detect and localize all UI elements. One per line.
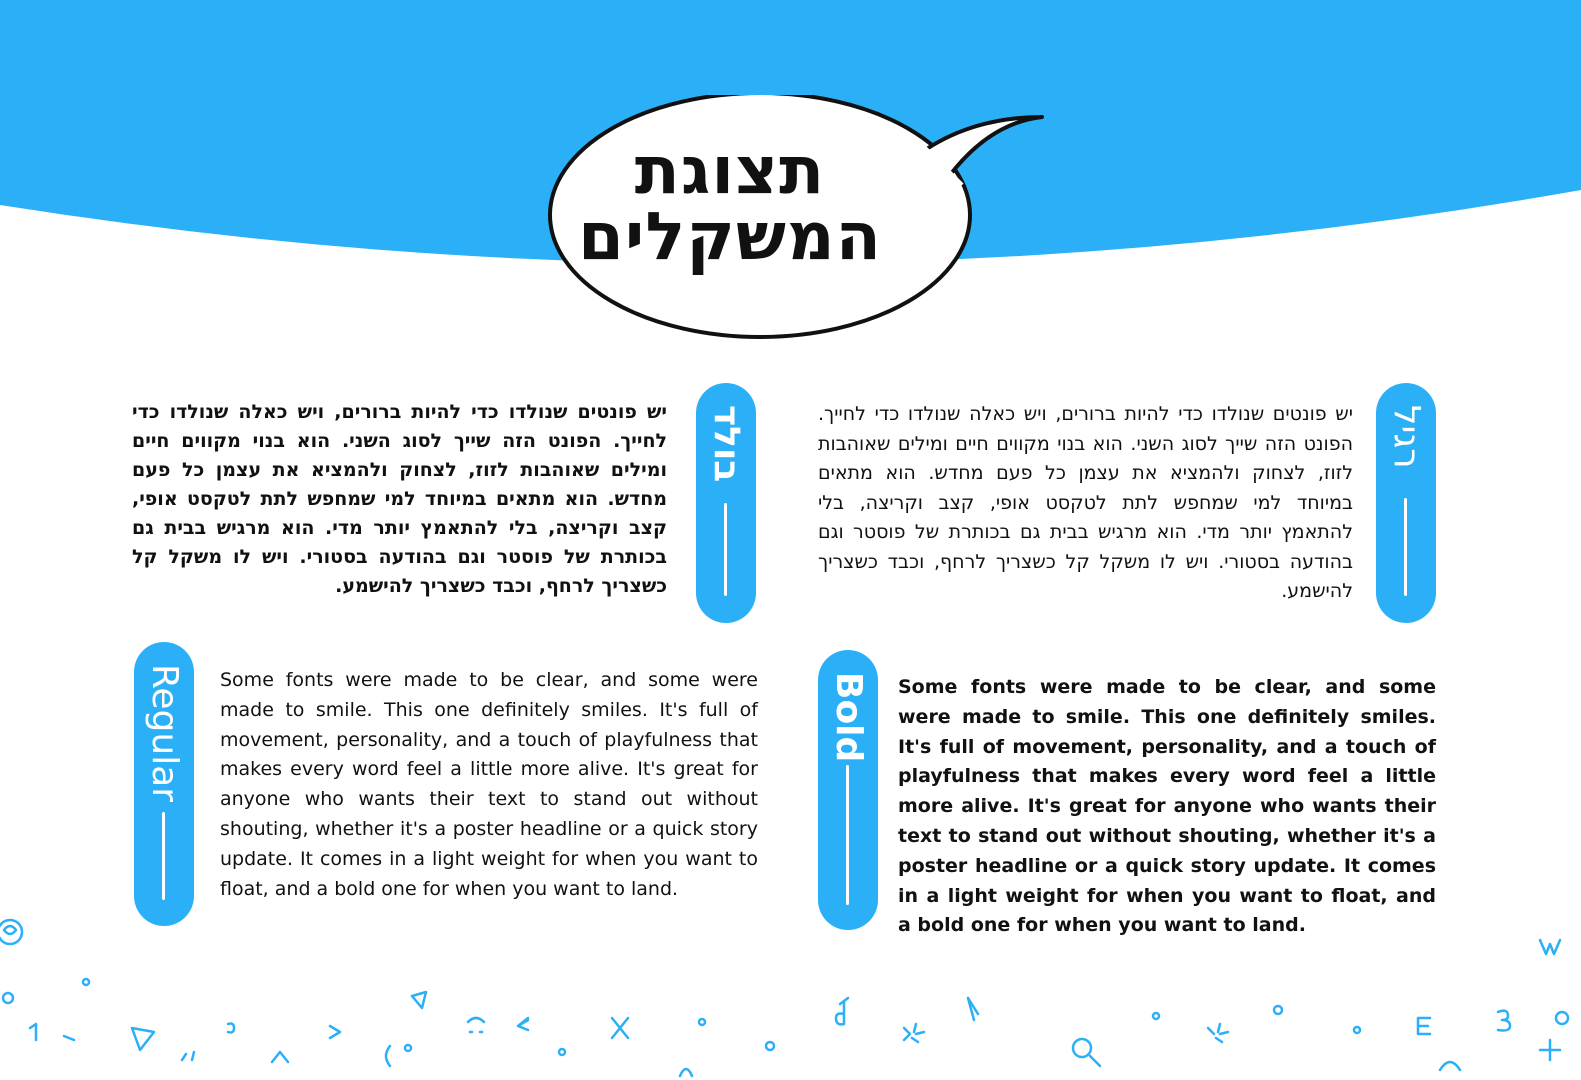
title-line-2: המשקלים xyxy=(577,198,883,275)
weight-label-regular-hebrew xyxy=(1376,383,1436,623)
label-underline xyxy=(846,765,849,905)
decorative-doodles xyxy=(0,900,1581,1080)
english-bold-sample: Some fonts were made to be clear, and some were made to smile. This one definitely smiles. It's full of movement, personality, and a touch of playfulness that makes every word feel a little more alive. It's great for anyone who wants their text to stand out without shouting, whether it's a poster headline or a quick story update. It comes in a light weight for when you want to float, and a bold one for when you want to land. xyxy=(898,676,1436,937)
weight-label-text: Regular xyxy=(144,664,185,803)
label-underline xyxy=(162,812,165,900)
page-title xyxy=(560,132,900,275)
weight-label-text: בולד xyxy=(706,405,747,483)
weight-label-bold-english xyxy=(818,650,878,930)
title-line-1: תצוגת xyxy=(634,132,826,209)
hebrew-regular-sample: יש פונטים שנולדו כדי להיות ברורים, ויש כאלה שנולדו כדי לחייך. הפונט הזה שייך לסוג השני. הוא בנוי מקווים חיים ומילים שאוהבות לזוז, לצחוק ולהמציא את עצמן כל פעם מחדש. הוא מתאים במיוחד למי שמחפש לתת לטקסט אופי, קצב וקריצה, בלי להתאמץ יותר מדי. הוא מרגיש בבית גם בכותרת של פוסטר וגם בהודעה בסטורי. ויש לו משקל קל כשצריך לרחף, וכבד כשצריך להישמע. xyxy=(818,403,1353,602)
weight-label-regular-english xyxy=(134,642,194,926)
label-underline xyxy=(1404,498,1407,596)
hebrew-bold-sample: יש פונטים שנולדו כדי להיות ברורים, ויש כאלה שנולדו כדי לחייך. הפונט הזה שייך לסוג השני. הוא בנוי מקווים חיים ומילים שאוהבות לזוז, לצחוק ולהמציא את עצמן כל פעם מחדש. הוא מתאים במיוחד למי שמחפש לתת לטקסט אופי, קצב וקריצה, בלי להתאמץ יותר מדי. הוא מרגיש בבית גם בכותרת של פוסטר וגם בהודעה בסטורי. ויש לו משקל קל כשצריך לרחף, וכבד כשצריך להישמע. xyxy=(132,401,667,597)
weight-label-text: Bold xyxy=(828,672,869,763)
english-regular-sample: Some fonts were made to be clear, and some were made to smile. This one definitely smiles. It's full of movement, personality, and a touch of playfulness that makes every word feel a little more alive. It's great for anyone who wants their text to stand out without shouting, whether it's a poster headline or a quick story update. It comes in a light weight for when you want to float, and a bold one for when you want to land. xyxy=(220,669,758,900)
weight-label-text: רגיל xyxy=(1386,405,1427,469)
label-underline xyxy=(724,503,727,596)
weight-label-bold-hebrew xyxy=(696,383,756,623)
